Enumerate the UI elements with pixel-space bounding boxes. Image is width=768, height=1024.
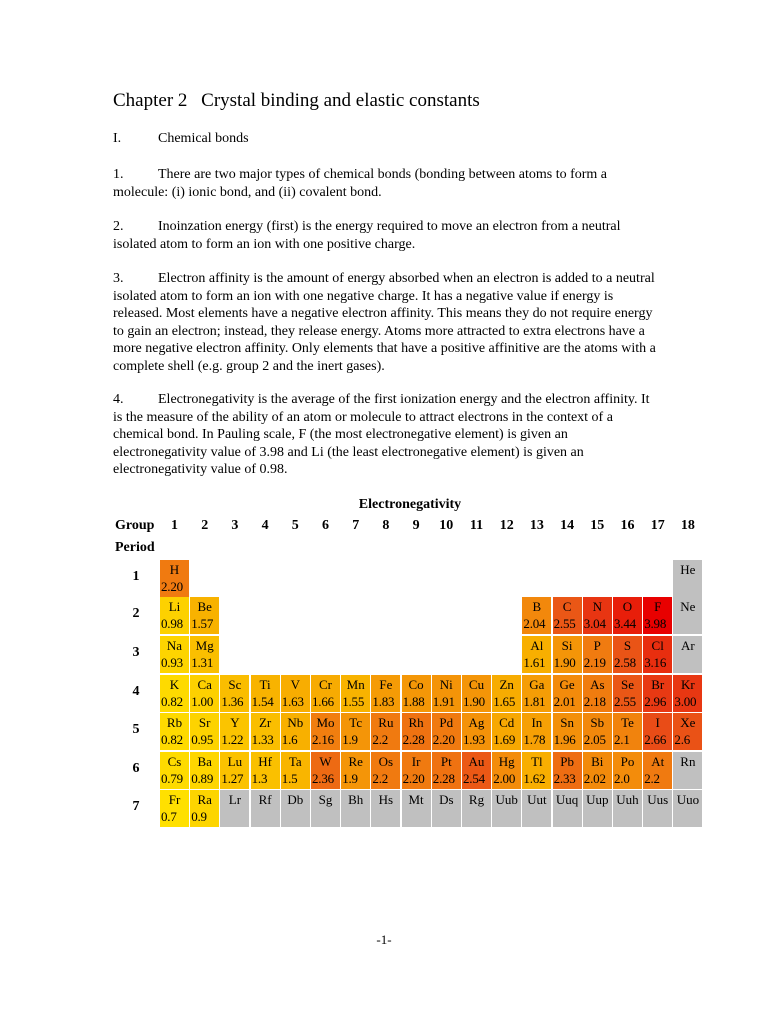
- electronegativity-value: 1.6: [281, 732, 298, 747]
- element-cell-po: [613, 752, 642, 789]
- electronegativity-value: 2.20: [161, 579, 183, 594]
- electronegativity-value: 2.2: [644, 771, 660, 786]
- electronegativity-value: 2.0: [614, 771, 630, 786]
- element-cell-uuo: [673, 790, 702, 827]
- paragraph-3: [113, 270, 658, 375]
- element-cell-pb: [553, 752, 582, 789]
- element-symbol: Ru: [378, 715, 394, 730]
- electronegativity-value: 1.9: [342, 732, 358, 747]
- period-number: 5: [132, 722, 140, 737]
- group-number: 5: [291, 518, 299, 533]
- electronegativity-value: 1.33: [251, 732, 274, 747]
- electronegativity-value: 2.66: [644, 732, 667, 747]
- electronegativity-value: 1.81: [523, 694, 546, 709]
- element-symbol: O: [622, 599, 633, 614]
- electronegativity-value: 1.3: [251, 771, 268, 786]
- element-symbol: Si: [561, 638, 573, 653]
- element-cell-ag: [462, 713, 491, 750]
- element-cell-au: [462, 752, 491, 789]
- page-number: -1-: [376, 932, 392, 947]
- element-cell-s: [613, 636, 642, 673]
- element-symbol: Al: [530, 638, 544, 653]
- electronegativity-value: 1.63: [281, 694, 304, 709]
- element-symbol: Br: [651, 677, 665, 692]
- element-cell-re: [341, 752, 370, 789]
- element-symbol: Hs: [378, 792, 394, 807]
- element-cell-sc: [220, 675, 249, 712]
- paragraph-number: 4.: [113, 392, 124, 407]
- element-cell-as: [583, 675, 612, 712]
- electronegativity-value: 2.1: [614, 732, 630, 747]
- element-symbol: Ir: [411, 754, 421, 769]
- element-cell-ds: [432, 790, 461, 827]
- element-cell-n: [583, 597, 612, 634]
- element-cell-be: [190, 597, 219, 634]
- electronegativity-value: 3.98: [644, 616, 667, 631]
- element-symbol: Uuo: [676, 792, 700, 807]
- electronegativity-value: 2.20: [402, 771, 425, 786]
- element-symbol: I: [655, 715, 660, 730]
- electronegativity-value: 0.98: [161, 616, 183, 631]
- element-cell-pd: [432, 713, 461, 750]
- element-cell-al: [522, 636, 551, 673]
- electronegativity-value: 2.02: [583, 771, 606, 786]
- group-number: 14: [560, 518, 575, 533]
- element-cell-rg: [462, 790, 491, 827]
- element-cell-uup: [583, 790, 612, 827]
- electronegativity-value: 1.93: [463, 732, 485, 747]
- element-cell-tl: [522, 752, 551, 789]
- electronegativity-value: 1.78: [523, 732, 546, 747]
- element-cell-zr: [251, 713, 280, 750]
- element-symbol: Zn: [499, 677, 514, 692]
- group-number: 4: [261, 518, 269, 533]
- element-cell-uub: [492, 790, 521, 827]
- element-symbol: Fe: [379, 677, 393, 692]
- electronegativity-value: 2.6: [674, 732, 691, 747]
- element-cell-bh: [341, 790, 370, 827]
- electronegativity-value: 2.18: [583, 694, 606, 709]
- element-cell-ne: [673, 597, 702, 634]
- element-cell-p: [583, 636, 612, 673]
- element-symbol: Ta: [288, 754, 302, 769]
- group-number: 17: [650, 518, 665, 533]
- element-symbol: Uup: [586, 792, 609, 807]
- element-cell-bi: [583, 752, 612, 789]
- element-symbol: Ni: [439, 677, 453, 692]
- electronegativity-value: 2.96: [644, 694, 667, 709]
- period-number: 4: [132, 684, 140, 699]
- group-number: 10: [439, 518, 454, 533]
- element-cell-cu: [462, 675, 491, 712]
- element-symbol: Sn: [560, 715, 574, 730]
- element-symbol: Ge: [559, 677, 575, 692]
- electronegativity-value: 1.27: [221, 771, 244, 786]
- element-cell-mn: [341, 675, 370, 712]
- group-number: 18: [680, 518, 695, 533]
- element-symbol: Nb: [287, 715, 304, 730]
- element-cell-b: [522, 597, 551, 634]
- element-symbol: Ba: [197, 754, 212, 769]
- period-number: 3: [132, 645, 140, 660]
- element-cell-fr: [160, 790, 189, 827]
- group-number: 11: [469, 518, 484, 533]
- paragraph-text: Inoinzation energy (first) is the energy required to move an electron from a neutral isolated atom to form an ion with one positive charge.: [113, 219, 621, 252]
- element-cell-li: [160, 597, 189, 634]
- element-symbol: Os: [378, 754, 394, 769]
- group-number: 6: [322, 518, 329, 533]
- element-cell-br: [643, 675, 672, 712]
- element-cell-ta: [281, 752, 310, 789]
- element-symbol: Se: [621, 677, 634, 692]
- element-symbol: Rn: [680, 754, 696, 769]
- electronegativity-value: 1.69: [493, 732, 516, 747]
- group-number: 3: [231, 518, 239, 533]
- element-symbol: C: [562, 599, 572, 614]
- electronegativity-value: 1.9: [342, 771, 358, 786]
- element-symbol: Sr: [198, 715, 211, 730]
- element-symbol: Be: [197, 599, 212, 614]
- electronegativity-value: 1.91: [432, 694, 455, 709]
- element-cell-sn: [553, 713, 582, 750]
- electronegativity-value: 1.31: [191, 655, 214, 670]
- element-cell-lu: [220, 752, 249, 789]
- element-cell-cr: [311, 675, 340, 712]
- electronegativity-value: 0.93: [161, 655, 183, 670]
- element-symbol: Ca: [197, 677, 212, 692]
- element-symbol: Te: [621, 715, 634, 730]
- electronegativity-value: 1.54: [251, 694, 274, 709]
- electronegativity-value: 2.2: [372, 771, 389, 786]
- element-symbol: Lr: [228, 792, 242, 807]
- electronegativity-value: 0.89: [191, 771, 214, 786]
- element-cell-si: [553, 636, 582, 673]
- electronegativity-value: 1.96: [553, 732, 576, 747]
- element-symbol: P: [593, 638, 601, 653]
- element-cell-he: [673, 560, 702, 597]
- electronegativity-value: 2.55: [553, 616, 576, 631]
- element-cell-ti: [251, 675, 280, 712]
- electronegativity-value: 2.19: [583, 655, 606, 670]
- element-symbol: Ra: [197, 792, 212, 807]
- element-symbol: Pt: [440, 754, 452, 769]
- element-symbol: Db: [287, 792, 304, 807]
- element-cell-cl: [643, 636, 672, 673]
- element-symbol: N: [592, 599, 602, 614]
- element-cell-y: [220, 713, 249, 750]
- element-cell-uus: [643, 790, 672, 827]
- paragraph-4: [113, 391, 658, 479]
- element-symbol: Mt: [408, 792, 424, 807]
- element-symbol: Au: [468, 754, 485, 769]
- element-symbol: Uut: [527, 792, 547, 807]
- element-symbol: Uus: [647, 792, 669, 807]
- period-label: Period: [115, 540, 155, 555]
- electronegativity-value: 1.90: [463, 694, 485, 709]
- electronegativity-value: 1.90: [553, 655, 576, 670]
- element-cell-tc: [341, 713, 370, 750]
- electronegativity-value: 2.2: [372, 732, 389, 747]
- element-symbol: Sc: [228, 677, 242, 692]
- group-number: 16: [620, 518, 635, 533]
- electronegativity-value: 2.28: [402, 732, 425, 747]
- element-symbol: Bh: [348, 792, 364, 807]
- element-symbol: Ti: [259, 677, 271, 692]
- chapter-title-text: Crystal binding and elastic constants: [201, 90, 480, 111]
- section-heading: [113, 131, 249, 147]
- section-title: Chemical bonds: [158, 131, 249, 146]
- element-symbol: Rb: [166, 715, 183, 730]
- group-number: 9: [412, 518, 420, 533]
- element-symbol: Xe: [680, 715, 696, 730]
- element-symbol: In: [531, 715, 543, 730]
- element-cell-zn: [492, 675, 521, 712]
- electronegativity-value: 1.22: [221, 732, 244, 747]
- element-symbol: Cd: [499, 715, 515, 730]
- element-symbol: Ga: [529, 677, 545, 692]
- electronegativity-value: 2.20: [432, 732, 455, 747]
- element-cell-i: [643, 713, 672, 750]
- electronegativity-value: 0.9: [191, 809, 207, 824]
- element-cell-pt: [432, 752, 461, 789]
- group-number: 12: [499, 518, 514, 533]
- element-symbol: Cu: [468, 677, 485, 692]
- element-symbol: Sb: [590, 715, 605, 730]
- element-cell-cd: [492, 713, 521, 750]
- electronegativity-value: 1.57: [191, 616, 214, 631]
- element-symbol: Fr: [168, 792, 181, 807]
- electronegativity-value: 2.28: [432, 771, 455, 786]
- electronegativity-value: 1.88: [402, 694, 425, 709]
- electronegativity-value: 1.55: [342, 694, 365, 709]
- electronegativity-value: 2.00: [493, 771, 516, 786]
- element-cell-rf: [251, 790, 280, 827]
- element-symbol: Tl: [531, 754, 543, 769]
- element-symbol: Li: [168, 599, 181, 614]
- element-symbol: Uuq: [555, 792, 579, 807]
- electronegativity-value: 2.55: [614, 694, 636, 709]
- element-cell-ca: [190, 675, 219, 712]
- electronegativity-value: 1.00: [191, 694, 214, 709]
- element-symbol: Cl: [651, 638, 664, 653]
- element-symbol: Uuh: [616, 792, 639, 807]
- paragraph-number: 1.: [113, 167, 124, 182]
- element-symbol: S: [623, 638, 632, 653]
- chapter-number: Chapter 2: [113, 90, 188, 111]
- element-symbol: Mn: [346, 677, 365, 692]
- element-cell-uuq: [553, 790, 582, 827]
- element-cell-ir: [402, 752, 431, 789]
- electronegativity-value: 2.33: [553, 771, 576, 786]
- element-cell-mo: [311, 713, 340, 750]
- group-number: 13: [529, 518, 544, 533]
- group-number: 1: [171, 518, 178, 533]
- element-symbol: Ds: [439, 792, 454, 807]
- element-cell-uuh: [613, 790, 642, 827]
- element-cell-cs: [160, 752, 189, 789]
- element-symbol: Kr: [681, 677, 695, 692]
- electronegativity-value: 2.04: [523, 616, 546, 631]
- paragraph-2: [113, 218, 658, 253]
- electronegativity-value: 1.83: [372, 694, 395, 709]
- element-symbol: Uub: [495, 792, 518, 807]
- element-symbol: Sg: [318, 792, 333, 807]
- element-symbol: Po: [620, 754, 635, 769]
- paragraph-1: [113, 166, 658, 201]
- element-symbol: Co: [408, 677, 424, 692]
- element-cell-sg: [311, 790, 340, 827]
- element-cell-hg: [492, 752, 521, 789]
- element-cell-fe: [371, 675, 400, 712]
- element-symbol: V: [290, 677, 300, 692]
- element-symbol: Hf: [258, 754, 272, 769]
- element-cell-ga: [522, 675, 551, 712]
- element-cell-hs: [371, 790, 400, 827]
- element-cell-in: [522, 713, 551, 750]
- electronegativity-value: 0.79: [161, 771, 183, 786]
- element-cell-ge: [553, 675, 582, 712]
- paragraph-number: 2.: [113, 219, 124, 234]
- element-cell-rh: [402, 713, 431, 750]
- group-number: 8: [382, 518, 390, 533]
- electronegativity-value: 3.04: [583, 616, 606, 631]
- element-cell-ba: [190, 752, 219, 789]
- electronegativity-value: 0.95: [191, 732, 214, 747]
- element-symbol: At: [651, 754, 665, 769]
- element-cell-te: [613, 713, 642, 750]
- element-cell-ni: [432, 675, 461, 712]
- element-cell-mg: [190, 636, 219, 673]
- paragraph-text: Electronegativity is the average of the first ionization energy and the electron affinity. It is the measure of the ability of an atom or molecule to attract electrons in the context of a chemical bond. In Pauling scale, F (the most electronegative element) is given an electronegativity value of 3.98 and Li (the least electronegative element) is given an electronegativity value of 0.98.: [113, 392, 650, 477]
- element-symbol: Ag: [468, 715, 485, 730]
- element-symbol: He: [680, 562, 696, 577]
- element-symbol: Na: [166, 638, 183, 653]
- electronegativity-value: 1.36: [221, 694, 244, 709]
- element-symbol: Cr: [319, 677, 332, 692]
- electronegativity-value: 1.62: [523, 771, 546, 786]
- electronegativity-value: 2.05: [583, 732, 606, 747]
- electronegativity-value: 2.01: [553, 694, 576, 709]
- element-cell-o: [613, 597, 642, 634]
- element-cell-co: [402, 675, 431, 712]
- element-cell-mt: [402, 790, 431, 827]
- element-symbol: Lu: [227, 754, 243, 769]
- element-symbol: Ar: [681, 638, 695, 653]
- group-number: 7: [352, 518, 360, 533]
- period-number: 7: [132, 799, 140, 814]
- period-number: 2: [132, 606, 140, 621]
- element-symbol: Ne: [680, 599, 696, 614]
- electronegativity-value: 2.36: [312, 771, 334, 786]
- element-symbol: Tc: [349, 715, 363, 730]
- element-cell-w: [311, 752, 340, 789]
- group-number: 15: [590, 518, 605, 533]
- element-symbol: B: [532, 599, 542, 614]
- element-cell-nb: [281, 713, 310, 750]
- element-cell-rn: [673, 752, 702, 789]
- element-symbol: As: [590, 677, 605, 692]
- element-cell-v: [281, 675, 310, 712]
- chapter-title: [113, 90, 480, 112]
- electronegativity-value: 2.16: [312, 732, 334, 747]
- element-cell-sr: [190, 713, 219, 750]
- element-symbol: W: [319, 754, 332, 769]
- element-symbol: Pb: [560, 754, 574, 769]
- element-cell-f: [643, 597, 672, 634]
- paragraph-number: 3.: [113, 271, 124, 286]
- element-cell-k: [160, 675, 189, 712]
- element-cell-lr: [220, 790, 249, 827]
- element-symbol: Y: [230, 715, 240, 730]
- electronegativity-value: 0.82: [161, 694, 183, 709]
- element-cell-hf: [251, 752, 280, 789]
- element-symbol: Cs: [167, 754, 182, 769]
- table-title: Electronegativity: [358, 497, 462, 512]
- element-cell-ra: [190, 790, 219, 827]
- period-number: 1: [132, 569, 140, 584]
- group-number: 2: [201, 518, 209, 533]
- paragraph-text: Electron affinity is the amount of energy absorbed when an electron is added to a neutral isolated atom to form an ion with one negative charge. It has a negative value if energy is released. Most elements have a negative electron affinity. This means they do not require energy to gain an electron; instead, they release energy. Atoms more attracted to extra electrons have a more negative electron affinity. Only elements that have a positive affinitive are the atoms with a complete shell (e.g. group 2 and the inert gases).: [113, 271, 656, 374]
- electronegativity-value: 1.66: [312, 694, 334, 709]
- element-symbol: F: [654, 599, 662, 614]
- period-number: 6: [132, 761, 140, 776]
- group-label: Group: [115, 518, 155, 533]
- electronegativity-value: 1.61: [523, 655, 546, 670]
- element-cell-c: [553, 597, 582, 634]
- element-cell-uut: [522, 790, 551, 827]
- element-symbol: Hg: [498, 754, 515, 769]
- element-symbol: Rf: [258, 792, 272, 807]
- element-symbol: Re: [348, 754, 363, 769]
- electronegativity-value: 1.65: [493, 694, 516, 709]
- element-cell-se: [613, 675, 642, 712]
- element-cell-sb: [583, 713, 612, 750]
- electronegativity-value: 0.7: [161, 809, 177, 824]
- element-symbol: Rg: [468, 792, 485, 807]
- element-cell-os: [371, 752, 400, 789]
- element-symbol: Mg: [195, 638, 214, 653]
- element-symbol: Mo: [316, 715, 335, 730]
- element-symbol: Bi: [591, 754, 604, 769]
- electronegativity-value: 1.5: [281, 771, 298, 786]
- element-cell-at: [643, 752, 672, 789]
- element-cell-na: [160, 636, 189, 673]
- element-cell-xe: [673, 713, 702, 750]
- element-cell-ar: [673, 636, 702, 673]
- element-symbol: Pd: [439, 715, 454, 730]
- element-cell-kr: [673, 675, 702, 712]
- paragraph-text: There are two major types of chemical bonds (bonding between atoms to form a molecule: (i) ionic bond, and (ii) covalent bond.: [113, 167, 608, 200]
- section-number: I.: [113, 131, 122, 146]
- electronegativity-value: 3.16: [644, 655, 667, 670]
- element-cell-ru: [371, 713, 400, 750]
- element-symbol: K: [169, 677, 180, 692]
- element-symbol: Rh: [408, 715, 424, 730]
- electronegativity-value: 3.00: [674, 694, 697, 709]
- electronegativity-value: 2.54: [463, 771, 485, 786]
- element-cell-rb: [160, 713, 189, 750]
- electronegativity-value: 2.58: [614, 655, 636, 670]
- element-symbol: Zr: [258, 715, 272, 730]
- electronegativity-value: 3.44: [614, 616, 636, 631]
- electronegativity-value: 0.82: [161, 732, 183, 747]
- element-cell-db: [281, 790, 310, 827]
- element-cell-h: [160, 560, 189, 597]
- element-symbol: H: [169, 562, 180, 577]
